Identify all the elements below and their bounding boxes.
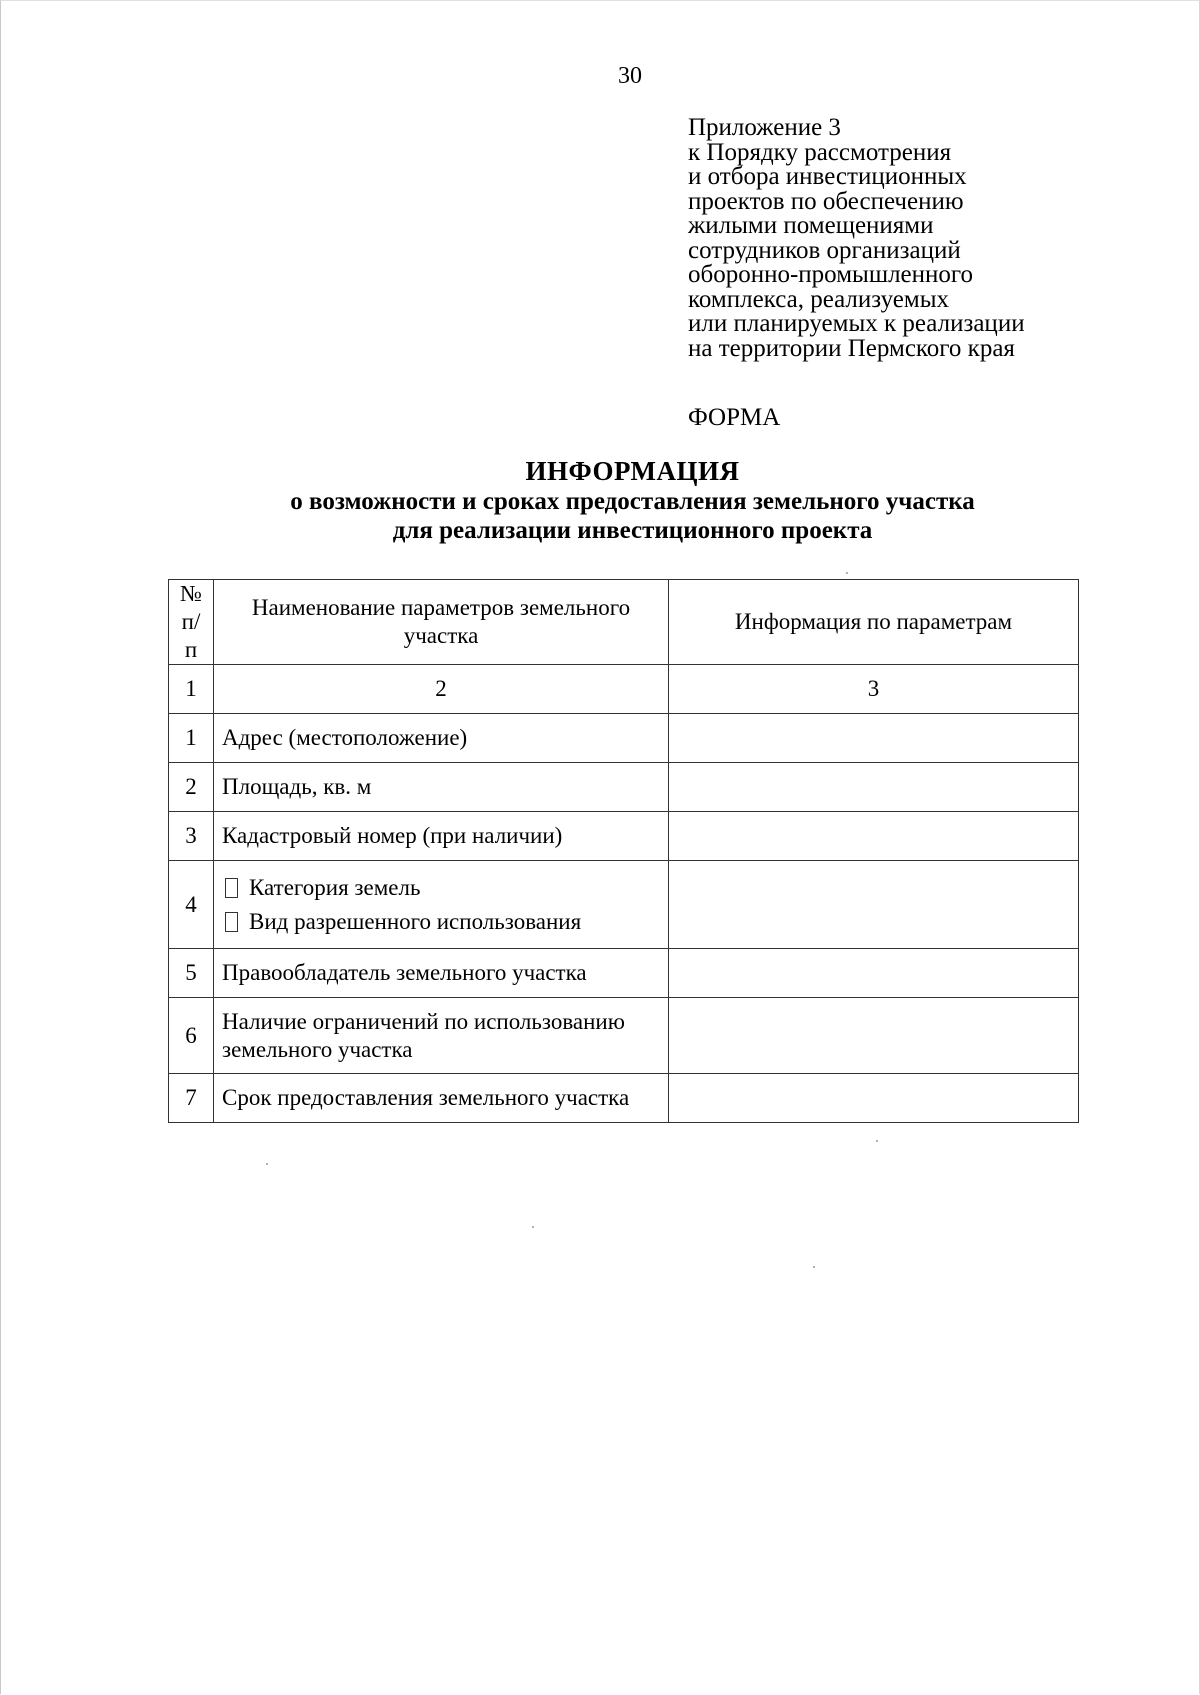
option-line xyxy=(222,905,660,939)
appendix-line: и отбора инвестиционных xyxy=(688,163,967,190)
appendix-line: проектов по обеспечению xyxy=(688,187,964,215)
page-number: 30 xyxy=(618,63,642,89)
option-line xyxy=(222,871,660,905)
row-num: 3 xyxy=(169,812,214,861)
row-options xyxy=(214,861,669,949)
index-cell: 3 xyxy=(669,665,1079,714)
row-name: Наличие ограничений по использованию земельного участка xyxy=(214,998,669,1074)
row-info[interactable] xyxy=(669,763,1079,812)
row-info[interactable] xyxy=(669,1074,1079,1123)
row-name: Кадастровый номер (при наличии) xyxy=(214,812,669,861)
row-num: 1 xyxy=(169,714,214,763)
document-title xyxy=(160,455,1105,545)
row-num: 6 xyxy=(169,998,214,1074)
appendix-note xyxy=(688,116,1168,361)
header-info: Информация по параметрам xyxy=(669,580,1079,665)
form-label: ФОРМА xyxy=(688,404,781,431)
option-label: Вид разрешенного использования xyxy=(249,908,582,934)
row-num: 5 xyxy=(169,949,214,998)
option-label: Категория земель xyxy=(249,874,421,900)
appendix-line: или планируемых к реализации xyxy=(688,310,1025,337)
header-name: Наименование параметров земельного участка xyxy=(214,580,669,665)
scan-speck xyxy=(532,1226,534,1228)
scan-speck xyxy=(813,1266,815,1268)
table-header-row xyxy=(169,580,1079,665)
appendix-line: сотрудников организаций xyxy=(688,236,961,264)
checkbox-icon[interactable] xyxy=(225,878,238,898)
checkbox-icon[interactable] xyxy=(225,912,238,932)
row-info[interactable] xyxy=(669,812,1079,861)
row-name: Адрес (местоположение) xyxy=(214,714,669,763)
table-row xyxy=(169,998,1079,1074)
index-cell: 1 xyxy=(169,665,214,714)
row-name: Правообладатель земельного участка xyxy=(214,949,669,998)
row-info[interactable] xyxy=(669,949,1079,998)
appendix-line: жилыми помещениями xyxy=(688,212,934,239)
title-line-3: для реализации инвестиционного проекта xyxy=(392,517,873,544)
row-num: 2 xyxy=(169,763,214,812)
title-main: ИНФОРМАЦИЯ xyxy=(525,456,740,486)
appendix-line: на территории Пермского края xyxy=(688,334,1015,362)
row-name: Срок предоставления земельного участка xyxy=(214,1074,669,1123)
table-index-row xyxy=(169,665,1079,714)
appendix-line: к Порядку рассмотрения xyxy=(688,138,952,166)
table-row xyxy=(169,861,1079,949)
index-cell: 2 xyxy=(214,665,669,714)
row-num: 7 xyxy=(169,1074,214,1123)
appendix-line: Приложение 3 xyxy=(688,114,841,141)
table-row xyxy=(169,812,1079,861)
scan-speck xyxy=(846,572,848,574)
row-info[interactable] xyxy=(669,861,1079,949)
scan-speck xyxy=(876,1140,878,1142)
row-num: 4 xyxy=(169,861,214,949)
appendix-line: комплекса, реализуемых xyxy=(688,285,949,313)
header-num: № п/п xyxy=(169,580,214,665)
table-row xyxy=(169,714,1079,763)
row-name: Площадь, кв. м xyxy=(214,763,669,812)
table-row xyxy=(169,763,1079,812)
table-row xyxy=(169,949,1079,998)
row-info[interactable] xyxy=(669,714,1079,763)
appendix-line: оборонно-промышленного xyxy=(688,261,974,288)
row-info[interactable] xyxy=(669,998,1079,1074)
table-row xyxy=(169,1074,1079,1123)
title-line-2: о возможности и сроках предоставления земельного участка xyxy=(290,488,975,515)
parameters-table xyxy=(168,579,1079,1123)
scan-speck xyxy=(266,1163,268,1165)
